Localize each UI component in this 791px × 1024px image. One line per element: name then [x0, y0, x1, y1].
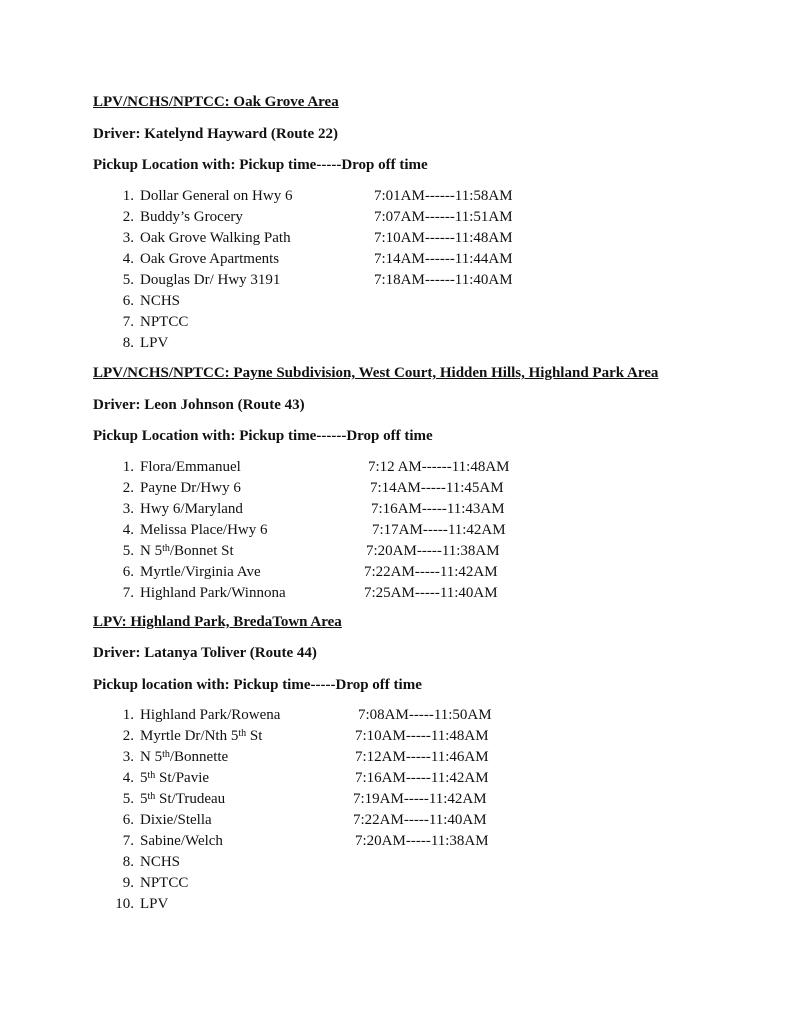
stop-times: 7:22AM-----11:40AM — [353, 812, 487, 828]
item-number: 4. — [122, 251, 134, 267]
driver-line: Driver: Latanya Toliver (Route 44) — [93, 645, 317, 661]
stop-location: Payne Dr/Hwy 6 — [140, 480, 241, 496]
item-number: 4. — [122, 770, 134, 786]
item-number: 6. — [122, 293, 134, 309]
item-number: 2. — [122, 480, 134, 496]
stop-times: 7:10AM-----11:48AM — [355, 728, 489, 744]
item-number: 6. — [122, 564, 134, 580]
item-number: 2. — [122, 728, 134, 744]
stop-times: 7:12AM-----11:46AM — [355, 749, 489, 765]
item-number: 4. — [122, 522, 134, 538]
pickup-header: Pickup Location with: Pickup time-----Drop off time — [93, 157, 428, 173]
stop-times: 7:20AM-----11:38AM — [366, 543, 500, 559]
stop-location: Douglas Dr/ Hwy 3191 — [140, 272, 281, 288]
stop-times: 7:22AM-----11:42AM — [364, 564, 498, 580]
stop-location: N 5th/Bonnet St — [140, 543, 234, 559]
stop-location: Dixie/Stella — [140, 812, 212, 828]
pickup-header: Pickup location with: Pickup time-----Drop off time — [93, 677, 422, 693]
stop-times: 7:16AM-----11:42AM — [355, 770, 489, 786]
stop-location: 5th St/Trudeau — [140, 791, 226, 807]
stop-location: Highland Park/Winnona — [140, 585, 286, 601]
stop-location: Buddy’s Grocery — [140, 209, 243, 225]
stop-times: 7:12 AM------11:48AM — [368, 459, 510, 475]
stop-times: 7:18AM------11:40AM — [374, 272, 513, 288]
stop-location: Myrtle Dr/Nth 5th St — [140, 728, 263, 744]
stop-location: NCHS — [140, 854, 181, 870]
stop-location: Highland Park/Rowena — [140, 707, 281, 723]
stop-times: 7:19AM-----11:42AM — [353, 791, 487, 807]
item-number: 5. — [122, 791, 134, 807]
stop-times: 7:14AM------11:44AM — [374, 251, 513, 267]
item-number: 2. — [122, 209, 134, 225]
stop-location: Flora/Emmanuel — [140, 459, 241, 475]
item-number: 5. — [122, 543, 134, 559]
stop-location: NPTCC — [140, 875, 189, 891]
item-number: 7. — [122, 833, 134, 849]
stop-times: 7:07AM------11:51AM — [374, 209, 513, 225]
driver-line: Driver: Katelynd Hayward (Route 22) — [93, 126, 338, 142]
stop-location: NCHS — [140, 293, 181, 309]
stop-location: LPV — [140, 335, 169, 351]
stop-times: 7:08AM-----11:50AM — [358, 707, 492, 723]
item-number: 6. — [122, 812, 134, 828]
stop-location: NPTCC — [140, 314, 189, 330]
stop-times: 7:25AM-----11:40AM — [364, 585, 498, 601]
item-number: 1. — [122, 707, 134, 723]
stop-location: 5th St/Pavie — [140, 770, 210, 786]
driver-line: Driver: Leon Johnson (Route 43) — [93, 397, 305, 413]
stop-location: Sabine/Welch — [140, 833, 223, 849]
stop-location: N 5th/Bonnette — [140, 749, 229, 765]
item-number: 5. — [122, 272, 134, 288]
stop-location: Oak Grove Walking Path — [140, 230, 291, 246]
item-number: 1. — [122, 459, 134, 475]
stop-location: Melissa Place/Hwy 6 — [140, 522, 268, 538]
stop-times: 7:17AM-----11:42AM — [372, 522, 506, 538]
item-number: 9. — [122, 875, 134, 891]
stop-times: 7:10AM------11:48AM — [374, 230, 513, 246]
stop-times: 7:14AM-----11:45AM — [370, 480, 504, 496]
section-heading: LPV: Highland Park, BredaTown Area — [93, 614, 342, 630]
item-number: 3. — [122, 230, 134, 246]
stop-times: 7:20AM-----11:38AM — [355, 833, 489, 849]
item-number: 10. — [115, 896, 134, 912]
item-number: 3. — [122, 501, 134, 517]
stop-location: Dollar General on Hwy 6 — [140, 188, 293, 204]
item-number: 8. — [122, 854, 134, 870]
stop-location: Hwy 6/Maryland — [140, 501, 243, 517]
item-number: 1. — [122, 188, 134, 204]
stop-times: 7:01AM------11:58AM — [374, 188, 513, 204]
item-number: 7. — [122, 314, 134, 330]
item-number: 3. — [122, 749, 134, 765]
item-number: 7. — [122, 585, 134, 601]
stop-location: Myrtle/Virginia Ave — [140, 564, 261, 580]
section-heading: LPV/NCHS/NPTCC: Oak Grove Area — [93, 94, 339, 110]
stop-location: Oak Grove Apartments — [140, 251, 280, 267]
item-number: 8. — [122, 335, 134, 351]
pickup-header: Pickup Location with: Pickup time------Drop off time — [93, 428, 433, 444]
section-heading: LPV/NCHS/NPTCC: Payne Subdivision, West Court, Hidden Hills, Highland Park Area — [93, 365, 659, 381]
stop-location: LPV — [140, 896, 169, 912]
stop-times: 7:16AM-----11:43AM — [371, 501, 505, 517]
